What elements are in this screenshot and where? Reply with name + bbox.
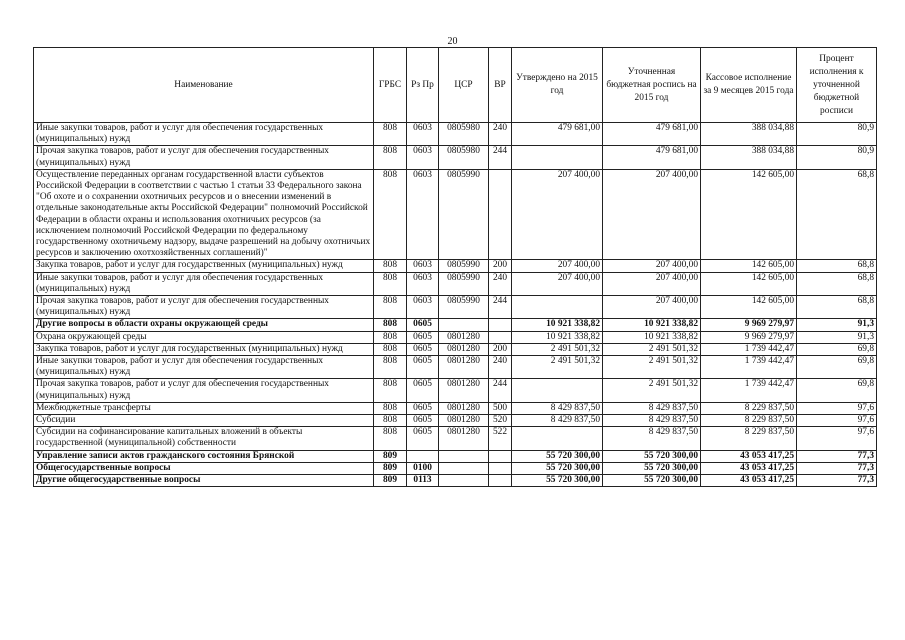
cell-name: Прочая закупка товаров, работ и услуг для обеспечения государственных (муниципальных) нужд: [34, 379, 374, 402]
cell-clarified: 207 400,00: [603, 169, 701, 260]
cell-approved: 207 400,00: [512, 169, 603, 260]
table-header-row: [34, 48, 877, 123]
cell-name: Охрана окружающей среды: [34, 331, 374, 343]
cell-grbs: 808: [374, 427, 407, 450]
cell-vr: [489, 169, 512, 260]
cell-vr: 244: [489, 296, 512, 319]
cell-approved: [512, 146, 603, 169]
cell-cash: 8 229 837,50: [701, 427, 797, 450]
cell-grbs: 808: [374, 379, 407, 402]
cell-cash: 9 969 279,97: [701, 319, 797, 331]
cell-vr: 520: [489, 415, 512, 427]
table-row: [34, 169, 877, 260]
cell-percent: 77,3: [797, 475, 877, 487]
cell-name: Общегосударственные вопросы: [34, 462, 374, 474]
cell-csr: 0805980: [439, 123, 489, 146]
budget-execution-table: [33, 47, 877, 487]
cell-grbs: 808: [374, 415, 407, 427]
cell-grbs: 808: [374, 296, 407, 319]
cell-approved: 8 429 837,50: [512, 415, 603, 427]
cell-name: Межбюджетные трансферты: [34, 402, 374, 414]
cell-approved: [512, 427, 603, 450]
cell-percent: 68,8: [797, 272, 877, 295]
table-row: [34, 331, 877, 343]
table-row: [34, 356, 877, 379]
cell-approved: 207 400,00: [512, 272, 603, 295]
cell-cash: 43 053 417,25: [701, 475, 797, 487]
cell-vr: 244: [489, 146, 512, 169]
table-row: [34, 450, 877, 462]
cell-percent: 77,3: [797, 450, 877, 462]
cell-percent: 97,6: [797, 415, 877, 427]
cell-percent: 91,3: [797, 319, 877, 331]
cell-percent: 68,8: [797, 169, 877, 260]
cell-clarified: 2 491 501,32: [603, 356, 701, 379]
cell-vr: 500: [489, 402, 512, 414]
header-name: Наименование: [34, 48, 374, 123]
cell-clarified: 207 400,00: [603, 260, 701, 272]
cell-rzpr: 0603: [407, 296, 439, 319]
table-row: [34, 123, 877, 146]
cell-name: Осуществление переданных органам государственной власти субъектов Российской Федерации в соответствии с частью 1 статьи 33 Федерального закона "Об охоте и о сохранении охотничьих ресурсов и о внесении изменений в отдельные законодательные акты Российской Федерации" полномочий Российской Федерации в области охраны и использования охотничьих ресурсов (за исключением полномочий Российской Федерации по федеральному государственному охотничьему надзору, выдаче разрешений на добычу охотничьих ресурсов и заключению охотхозяйственных соглашений)": [34, 169, 374, 260]
cell-name: Иные закупки товаров, работ и услуг для обеспечения государственных (муниципальных) нужд: [34, 356, 374, 379]
cell-rzpr: 0605: [407, 415, 439, 427]
table-row: [34, 319, 877, 331]
cell-rzpr: 0605: [407, 356, 439, 379]
cell-csr: 0801280: [439, 331, 489, 343]
cell-clarified: 8 429 837,50: [603, 415, 701, 427]
cell-clarified: 55 720 300,00: [603, 475, 701, 487]
cell-clarified: 55 720 300,00: [603, 450, 701, 462]
cell-csr: 0801280: [439, 343, 489, 355]
cell-rzpr: 0100: [407, 462, 439, 474]
cell-grbs: 808: [374, 331, 407, 343]
cell-clarified: 10 921 338,82: [603, 331, 701, 343]
cell-cash: 1 739 442,47: [701, 379, 797, 402]
cell-vr: [489, 475, 512, 487]
cell-rzpr: 0605: [407, 427, 439, 450]
table-row: [34, 462, 877, 474]
cell-vr: 240: [489, 123, 512, 146]
cell-rzpr: 0605: [407, 319, 439, 331]
cell-csr: 0805990: [439, 272, 489, 295]
cell-clarified: 479 681,00: [603, 123, 701, 146]
cell-grbs: 808: [374, 402, 407, 414]
cell-percent: 69,8: [797, 356, 877, 379]
cell-cash: 388 034,88: [701, 123, 797, 146]
cell-grbs: 808: [374, 146, 407, 169]
cell-grbs: 808: [374, 356, 407, 379]
header-approved: Утверждено на 2015 год: [512, 48, 603, 123]
cell-approved: [512, 296, 603, 319]
cell-rzpr: 0605: [407, 402, 439, 414]
table-body: [34, 123, 877, 487]
cell-percent: 77,3: [797, 462, 877, 474]
cell-clarified: 207 400,00: [603, 296, 701, 319]
cell-rzpr: 0605: [407, 343, 439, 355]
cell-vr: 200: [489, 260, 512, 272]
cell-name: Закупка товаров, работ и услуг для государственных (муниципальных) нужд: [34, 260, 374, 272]
cell-csr: 0801280: [439, 356, 489, 379]
cell-rzpr: 0605: [407, 379, 439, 402]
table-row: [34, 272, 877, 295]
cell-csr: [439, 319, 489, 331]
cell-name: Другие общегосударственные вопросы: [34, 475, 374, 487]
cell-percent: 80,9: [797, 146, 877, 169]
cell-approved: 55 720 300,00: [512, 475, 603, 487]
header-grbs: ГРБС: [374, 48, 407, 123]
cell-grbs: 808: [374, 123, 407, 146]
cell-vr: 240: [489, 356, 512, 379]
cell-approved: 55 720 300,00: [512, 462, 603, 474]
cell-grbs: 808: [374, 272, 407, 295]
cell-vr: [489, 462, 512, 474]
cell-percent: 68,8: [797, 296, 877, 319]
cell-rzpr: 0603: [407, 146, 439, 169]
cell-cash: 9 969 279,97: [701, 331, 797, 343]
cell-approved: 2 491 501,32: [512, 343, 603, 355]
cell-csr: 0801280: [439, 379, 489, 402]
cell-percent: 69,8: [797, 379, 877, 402]
cell-csr: 0805980: [439, 146, 489, 169]
header-cash: Кассовое исполнение за 9 месяцев 2015 года: [701, 48, 797, 123]
cell-cash: 1 739 442,47: [701, 356, 797, 379]
cell-approved: 207 400,00: [512, 260, 603, 272]
cell-vr: 200: [489, 343, 512, 355]
cell-grbs: 808: [374, 260, 407, 272]
cell-name: Управление записи актов гражданского состояния Брянской: [34, 450, 374, 462]
cell-rzpr: [407, 450, 439, 462]
cell-percent: 68,8: [797, 260, 877, 272]
table-row: [34, 427, 877, 450]
cell-percent: 97,6: [797, 402, 877, 414]
cell-csr: 0805990: [439, 169, 489, 260]
cell-vr: 244: [489, 379, 512, 402]
cell-clarified: 10 921 338,82: [603, 319, 701, 331]
cell-name: Субсидии на софинансирование капитальных вложений в объекты государственной (муниципальной) собственности: [34, 427, 374, 450]
cell-grbs: 808: [374, 343, 407, 355]
header-clarified: Уточненная бюджетная роспись на 2015 год: [603, 48, 701, 123]
cell-vr: [489, 450, 512, 462]
cell-clarified: 2 491 501,32: [603, 343, 701, 355]
cell-percent: 91,3: [797, 331, 877, 343]
cell-grbs: 808: [374, 319, 407, 331]
cell-cash: 8 229 837,50: [701, 415, 797, 427]
cell-approved: 8 429 837,50: [512, 402, 603, 414]
cell-approved: [512, 379, 603, 402]
cell-rzpr: 0603: [407, 123, 439, 146]
cell-cash: 388 034,88: [701, 146, 797, 169]
cell-name: Иные закупки товаров, работ и услуг для обеспечения государственных (муниципальных) нужд: [34, 123, 374, 146]
cell-cash: 142 605,00: [701, 296, 797, 319]
cell-csr: [439, 450, 489, 462]
cell-name: Другие вопросы в области охраны окружающей среды: [34, 319, 374, 331]
cell-cash: 142 605,00: [701, 260, 797, 272]
cell-csr: 0801280: [439, 415, 489, 427]
cell-rzpr: 0603: [407, 169, 439, 260]
cell-csr: [439, 475, 489, 487]
cell-vr: 240: [489, 272, 512, 295]
cell-vr: 522: [489, 427, 512, 450]
cell-percent: 69,8: [797, 343, 877, 355]
table-row: [34, 415, 877, 427]
cell-cash: 1 739 442,47: [701, 343, 797, 355]
cell-clarified: 2 491 501,32: [603, 379, 701, 402]
cell-approved: 479 681,00: [512, 123, 603, 146]
cell-rzpr: 0603: [407, 260, 439, 272]
cell-cash: 142 605,00: [701, 272, 797, 295]
cell-csr: 0805990: [439, 296, 489, 319]
cell-approved: 2 491 501,32: [512, 356, 603, 379]
table-row: [34, 296, 877, 319]
cell-cash: 43 053 417,25: [701, 462, 797, 474]
cell-vr: [489, 319, 512, 331]
cell-name: Прочая закупка товаров, работ и услуг для обеспечения государственных (муниципальных) нужд: [34, 146, 374, 169]
cell-rzpr: 0603: [407, 272, 439, 295]
cell-grbs: 809: [374, 475, 407, 487]
cell-clarified: 55 720 300,00: [603, 462, 701, 474]
cell-rzpr: 0605: [407, 331, 439, 343]
cell-clarified: 8 429 837,50: [603, 402, 701, 414]
header-rzpr: Рз Пр: [407, 48, 439, 123]
table-row: [34, 402, 877, 414]
cell-name: Прочая закупка товаров, работ и услуг для обеспечения государственных (муниципальных) нужд: [34, 296, 374, 319]
cell-grbs: 809: [374, 462, 407, 474]
table-row: [34, 260, 877, 272]
cell-vr: [489, 331, 512, 343]
cell-grbs: 809: [374, 450, 407, 462]
cell-approved: 10 921 338,82: [512, 319, 603, 331]
header-percent: Процент исполнения к уточненной бюджетной росписи: [797, 48, 877, 123]
table-row: [34, 379, 877, 402]
cell-approved: 55 720 300,00: [512, 450, 603, 462]
header-vr: ВР: [489, 48, 512, 123]
cell-csr: [439, 462, 489, 474]
cell-cash: 43 053 417,25: [701, 450, 797, 462]
cell-csr: 0805990: [439, 260, 489, 272]
header-csr: ЦСР: [439, 48, 489, 123]
cell-rzpr: 0113: [407, 475, 439, 487]
cell-approved: 10 921 338,82: [512, 331, 603, 343]
cell-csr: 0801280: [439, 402, 489, 414]
page-number: 20: [447, 36, 458, 47]
table-row: [34, 475, 877, 487]
cell-percent: 97,6: [797, 427, 877, 450]
cell-clarified: 8 429 837,50: [603, 427, 701, 450]
cell-csr: 0801280: [439, 427, 489, 450]
cell-name: Иные закупки товаров, работ и услуг для обеспечения государственных (муниципальных) нужд: [34, 272, 374, 295]
table-row: [34, 343, 877, 355]
cell-grbs: 808: [374, 169, 407, 260]
cell-percent: 80,9: [797, 123, 877, 146]
table-row: [34, 146, 877, 169]
cell-cash: 142 605,00: [701, 169, 797, 260]
cell-clarified: 207 400,00: [603, 272, 701, 295]
cell-name: Закупка товаров, работ и услуг для государственных (муниципальных) нужд: [34, 343, 374, 355]
cell-cash: 8 229 837,50: [701, 402, 797, 414]
cell-name: Субсидии: [34, 415, 374, 427]
cell-clarified: 479 681,00: [603, 146, 701, 169]
